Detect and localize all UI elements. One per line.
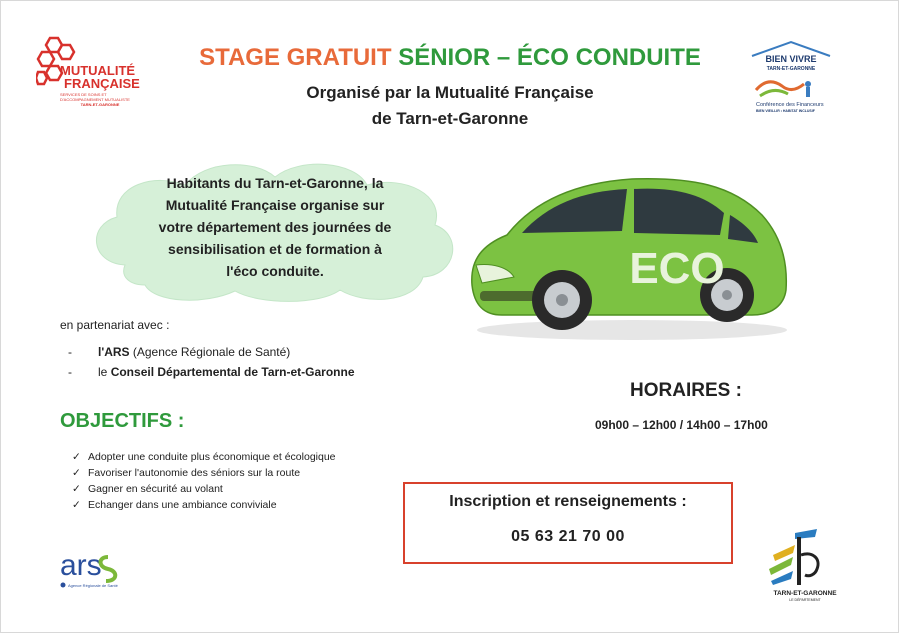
objectif-item	[72, 497, 336, 513]
bien-vivre-title: BIEN VIVRE	[765, 54, 817, 64]
cloud-text	[110, 172, 440, 282]
page-title	[160, 44, 740, 72]
mutualite-name-line1: MUTUALITÉ	[60, 63, 136, 78]
tg-logo-name: TARN-ET-GARONNE	[773, 590, 837, 597]
partner-item-conseil	[68, 362, 355, 382]
subtitle-line-1: Organisé par la Mutualité Française	[306, 83, 594, 102]
subtitle-line-2: de Tarn-et-Garonne	[371, 109, 529, 128]
objectif-item	[72, 465, 336, 481]
page-subtitle	[250, 80, 650, 132]
partner-conseil-pre: le	[98, 365, 111, 379]
mutualite-region-text: TARN-ET-GARONNE	[80, 102, 120, 107]
mutualite-tagline-text: SERVICES DE SOINS ET D'ACCOMPAGNEMENT MUTUALISTE	[60, 92, 130, 102]
bien-vivre-sub: TARN-ET-GARONNE	[766, 66, 816, 72]
objectif-text: Echanger dans une ambiance conviviale	[88, 499, 277, 511]
car-eco-label: ECO	[629, 244, 725, 293]
partners-intro: en partenariat avec :	[60, 318, 170, 332]
check-icon: ✓	[72, 483, 81, 495]
bien-vivre-conf: Conférence des Financeurs	[756, 102, 824, 108]
title-part-1: STAGE GRATUIT	[199, 44, 392, 71]
inscription-label: Inscription et renseignements :	[449, 493, 687, 510]
mutualite-logo-name	[60, 64, 140, 90]
cloud-text-line-5: l'éco conduite.	[226, 263, 324, 279]
cloud-text-line-3: votre département des journées de	[158, 219, 392, 235]
objectif-text: Adopter une conduite plus économique et écologique	[88, 451, 336, 463]
partners-list	[68, 342, 355, 382]
horaires-title: HORAIRES :	[630, 380, 742, 401]
bien-vivre-conf-sub: BIEN VIEILLIR • HABITAT INCLUSIF	[756, 109, 815, 113]
check-icon: ✓	[72, 451, 81, 463]
title-part-2: SÉNIOR – ÉCO CONDUITE	[398, 44, 701, 71]
horaires-value: 09h00 – 12h00 / 14h00 – 17h00	[595, 418, 768, 432]
ars-logo-text: ars	[60, 549, 102, 582]
partner-dash: -	[68, 365, 72, 379]
mutualite-tagline	[60, 92, 140, 107]
partner-conseil-bold: Conseil Départemental de Tarn-et-Garonne	[110, 365, 355, 379]
tarn-et-garonne-logo	[765, 525, 845, 605]
objectifs-title: OBJECTIFS :	[60, 410, 185, 432]
objectif-text: Gagner en sécurité au volant	[88, 483, 223, 495]
objectifs-list	[72, 449, 336, 513]
objectif-item	[72, 449, 336, 465]
ars-logo	[58, 545, 138, 595]
eco-car-image	[462, 165, 792, 343]
objectif-text: Favoriser l'autonomie des séniors sur la route	[88, 467, 301, 479]
cloud-text-line-2: Mutualité Française organise sur	[165, 197, 385, 213]
check-icon: ✓	[72, 467, 81, 479]
partner-item-ars	[68, 342, 355, 362]
partner-ars-rest: (Agence Régionale de Santé)	[129, 345, 291, 359]
bien-vivre-logo	[748, 40, 834, 120]
cloud-text-line-4: sensibilisation et de formation à	[168, 241, 382, 257]
ars-logo-sub: Agence Régionale de Santé	[68, 583, 118, 588]
tg-logo-sub: LE DÉPARTEMENT	[789, 598, 821, 602]
objectif-item	[72, 481, 336, 497]
cloud-text-line-1: Habitants du Tarn-et-Garonne, la	[166, 175, 384, 191]
check-icon: ✓	[72, 499, 81, 511]
partner-dash: -	[68, 345, 72, 359]
partner-ars-bold: l'ARS	[98, 345, 130, 359]
mutualite-name-line2: FRANÇAISE	[64, 76, 140, 91]
inscription-phone: 05 63 21 70 00	[511, 528, 625, 545]
